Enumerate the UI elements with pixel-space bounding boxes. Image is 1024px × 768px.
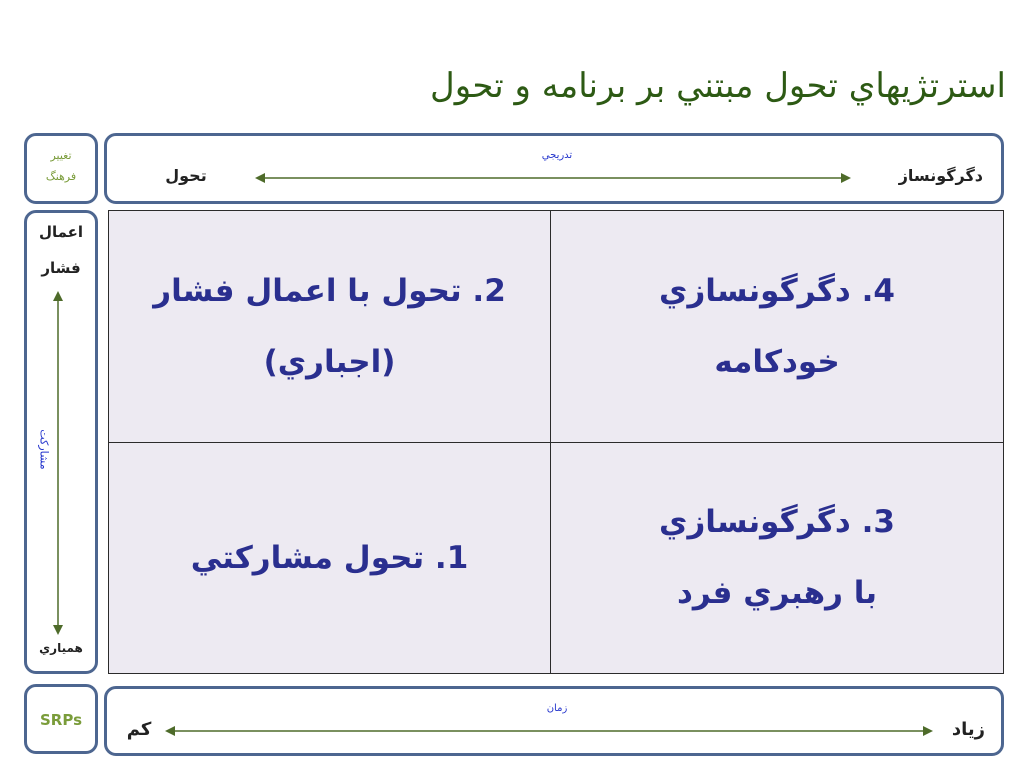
top-axis-right-label: دگرگونساز <box>898 166 983 185</box>
bottom-axis-box <box>104 686 1004 756</box>
cell-leader-transformation <box>551 443 1003 673</box>
cell-leader-transformation-line1: 3. دگرگونسازي <box>659 504 895 540</box>
top-axis-caption: تدريجي <box>541 150 573 161</box>
srps-box <box>24 684 98 754</box>
cell-forced-transition-line2: (اجباري) <box>263 343 396 380</box>
srps-label: SRPs <box>39 711 82 729</box>
page-title: استرتژيهاي تحول مبتني بر برنامه و تحول <box>430 66 1006 106</box>
side-axis-bottom-label: همياري <box>39 641 83 655</box>
strategy-matrix <box>108 210 1004 674</box>
bottom-axis-left-label: كم <box>126 719 152 740</box>
top-axis-arrow <box>255 172 851 184</box>
bottom-axis-arrow <box>165 725 933 737</box>
side-axis-caption: مشاركت <box>38 420 51 480</box>
side-axis-arrow <box>52 291 64 635</box>
side-axis-top-line1: اعمال <box>38 223 84 241</box>
top-axis-left-label: تحول <box>165 166 207 185</box>
cell-forced-transition-line1: 2. تحول با اعمال فشار <box>153 272 506 309</box>
cell-autocratic-transformation <box>551 211 1003 442</box>
cell-participative-transition <box>109 443 550 673</box>
bottom-axis-caption: زمان <box>546 703 568 714</box>
cell-autocratic-transformation-line1: 4. دگرگونسازي <box>659 272 895 309</box>
culture-change-line1: تغيير <box>50 149 72 162</box>
side-axis-box <box>24 210 98 674</box>
culture-change-line2: فرهنگ <box>45 170 77 183</box>
cell-forced-transition <box>109 211 550 442</box>
top-axis-box <box>104 133 1004 204</box>
culture-change-box <box>24 133 98 204</box>
cell-leader-transformation-line2: با رهبري فرد <box>676 575 878 611</box>
cell-autocratic-transformation-line2: خودكامه <box>714 343 840 380</box>
cell-participative-transition-line1: 1. تحول مشاركتي <box>190 539 469 576</box>
side-axis-top-line2: فشار <box>41 259 81 277</box>
bottom-axis-right-label: زياد <box>951 719 985 740</box>
